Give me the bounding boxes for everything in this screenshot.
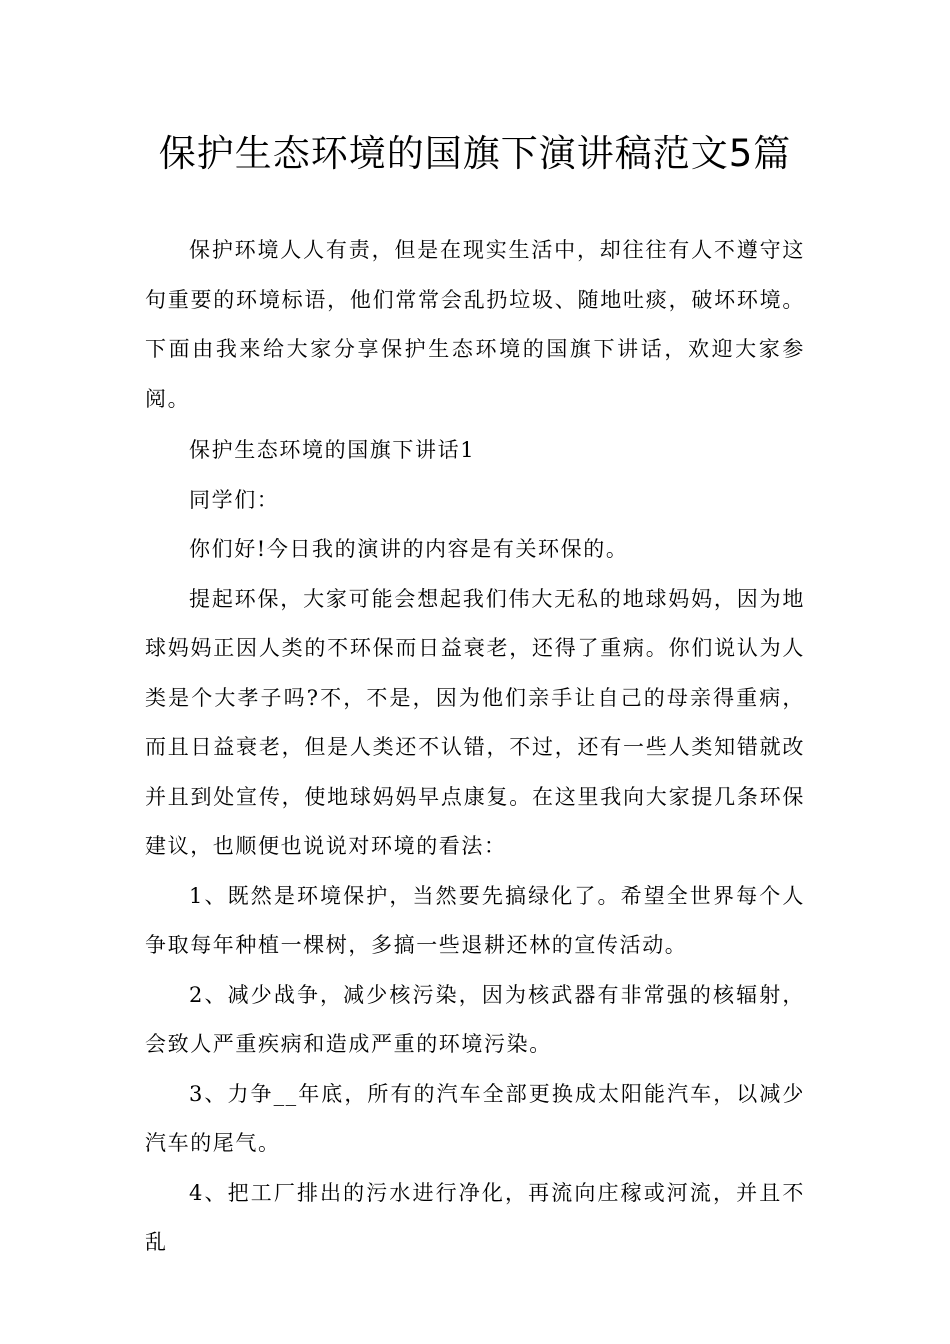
greeting-paragraph: 同学们： (189, 487, 280, 512)
suggestion-item: 3、力争__年底，所有的汽车全部更换成太阳能汽车，以减少汽车的尾气。 (145, 1081, 805, 1155)
suggestion-item: 1、既然是环境保护，当然要先搞绿化了。希望全世界每个人争取每年种植一棵树，多搞一些退耕还林的宣传活动。 (145, 883, 805, 957)
suggestion-item: 2、减少战争，减少核污染，因为核武器有非常强的核辐射，会致人严重疾病和造成严重的环境污染。 (145, 982, 805, 1056)
intro-section (145, 226, 805, 424)
body-paragraph: 你们好!今日我的演讲的内容是有关环保的。 (189, 537, 629, 561)
document-title: 保护生态环境的国旗下演讲稿范文5篇 (158, 132, 792, 175)
speech-section (145, 426, 805, 1268)
body-paragraph: 提起环保，大家可能会想起我们伟大无私的地球妈妈，因为地球妈妈正因人类的不环保而日益衰老，还得了重病。你们说认为人类是个大孝子吗?不，不是，因为他们亲手让自己的母亲得重病，而且日益衰老，但是人类还不认错，不过，还有一些人类知错就改并且到处宣传，使地球妈妈早点康复。在这里我向大家提几条环保建议，也顺便也说说对环境的看法： (145, 586, 805, 858)
suggestion-item: 4、把工厂排出的污水进行净化，再流向庄稼或河流，并且不乱 (145, 1180, 805, 1254)
intro-paragraph: 保护环境人人有责，但是在现实生活中，却往往有人不遵守这句重要的环境标语，他们常常会乱扔垃圾、随地吐痰，破坏环境。下面由我来给大家分享保护生态环境的国旗下讲话，欢迎大家参阅。 (145, 238, 805, 411)
speech-heading: 保护生态环境的国旗下讲话1 (189, 438, 476, 462)
